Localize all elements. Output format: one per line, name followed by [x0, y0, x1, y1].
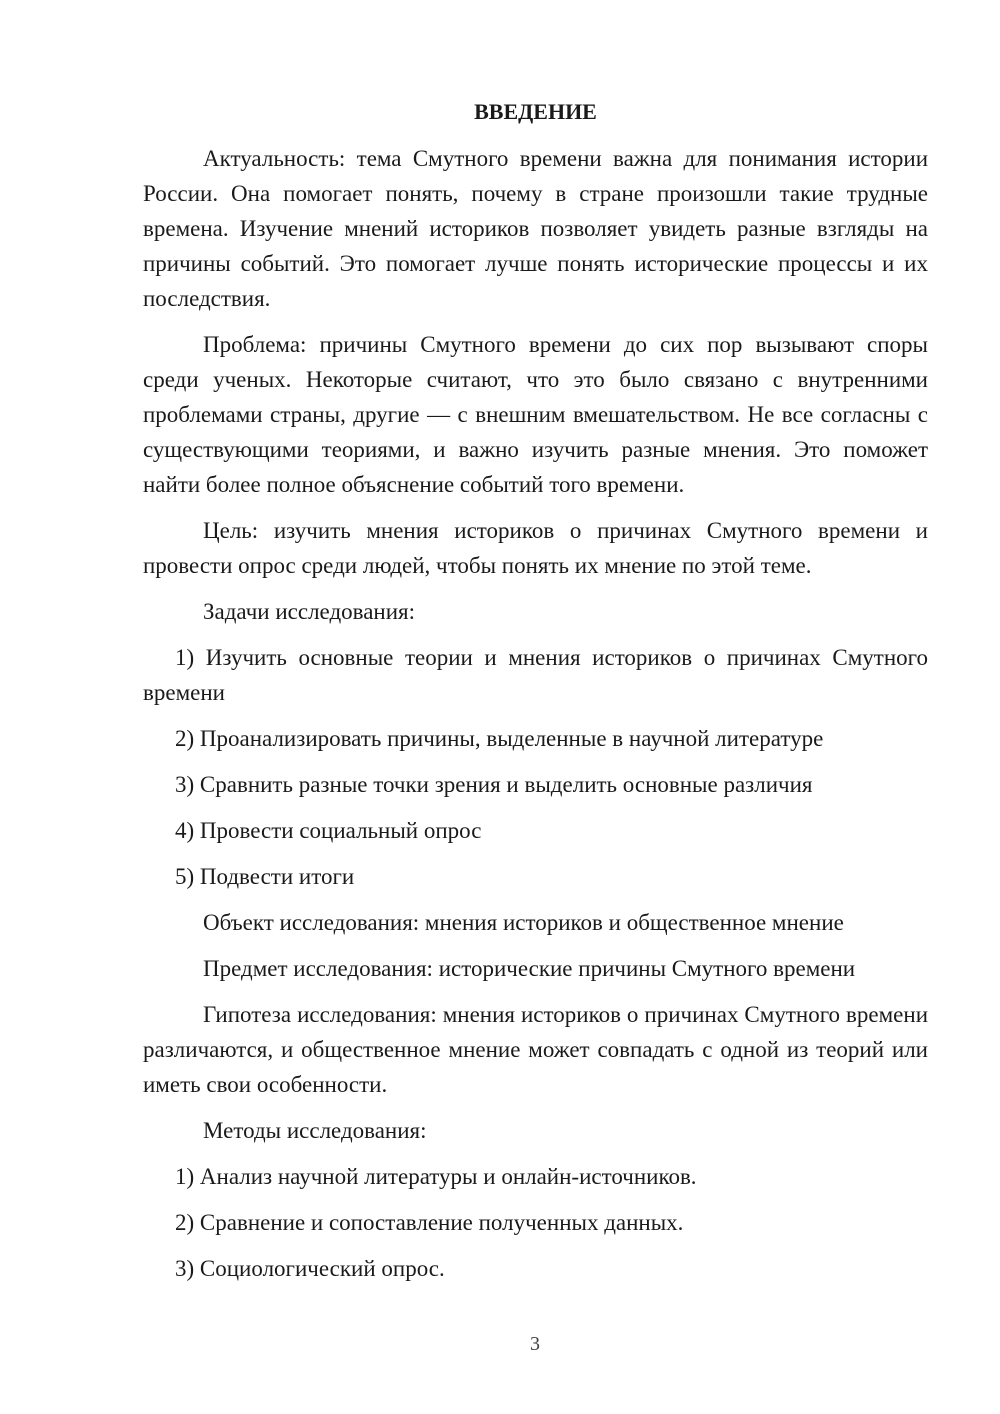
subject-paragraph: Предмет исследования: исторические причины Смутного времени: [203, 956, 856, 981]
methods-heading: Методы исследования:: [203, 1118, 427, 1143]
task-item-2: 2) Проанализировать причины, выделенные в научной литературе: [175, 726, 824, 751]
actuality-paragraph: Актуальность: тема Смутного времени важна для понимания истории России. Она помогает понять, почему в стране произошли такие трудные времена. Изучение мнений историков позволяет увидеть разные взгляды на причины событий. Это помогает лучше понять исторические процессы и их последствия.: [143, 146, 928, 311]
task-item-3: 3) Сравнить разные точки зрения и выделить основные различия: [175, 772, 813, 797]
page-content: [143, 94, 928, 1297]
object-paragraph: Объект исследования: мнения историков и общественное мнение: [203, 910, 844, 935]
task-item-1: 1) Изучить основные теории и мнения историков о причинах Смутного времени: [143, 645, 928, 705]
goal-paragraph: Цель: изучить мнения историков о причинах Смутного времени и провести опрос среди людей, чтобы понять их мнение по этой теме.: [143, 518, 928, 578]
task-item-5: 5) Подвести итоги: [175, 864, 355, 889]
method-item-3: 3) Социологический опрос.: [175, 1256, 445, 1281]
tasks-heading: Задачи исследования:: [203, 599, 416, 624]
page-number: 3: [530, 1333, 540, 1355]
method-item-2: 2) Сравнение и сопоставление полученных данных.: [175, 1210, 684, 1235]
hypothesis-paragraph: Гипотеза исследования: мнения историков о причинах Смутного времени различаются, и общественное мнение может совпадать с одной из теорий или иметь свои особенности.: [143, 1002, 928, 1097]
task-item-4: 4) Провести социальный опрос: [175, 818, 482, 843]
page-title: ВВЕДЕНИЕ: [474, 99, 597, 124]
problem-paragraph: Проблема: причины Смутного времени до сих пор вызывают споры среди ученых. Некоторые считают, что это было связано с внутренними проблемами страны, другие — с внешним вмешательством. Не все согласны с существующими теориями, и важно изучить разные мнения. Это поможет найти более полное объяснение событий того времени.: [143, 332, 928, 497]
method-item-1: 1) Анализ научной литературы и онлайн-источников.: [175, 1164, 697, 1189]
